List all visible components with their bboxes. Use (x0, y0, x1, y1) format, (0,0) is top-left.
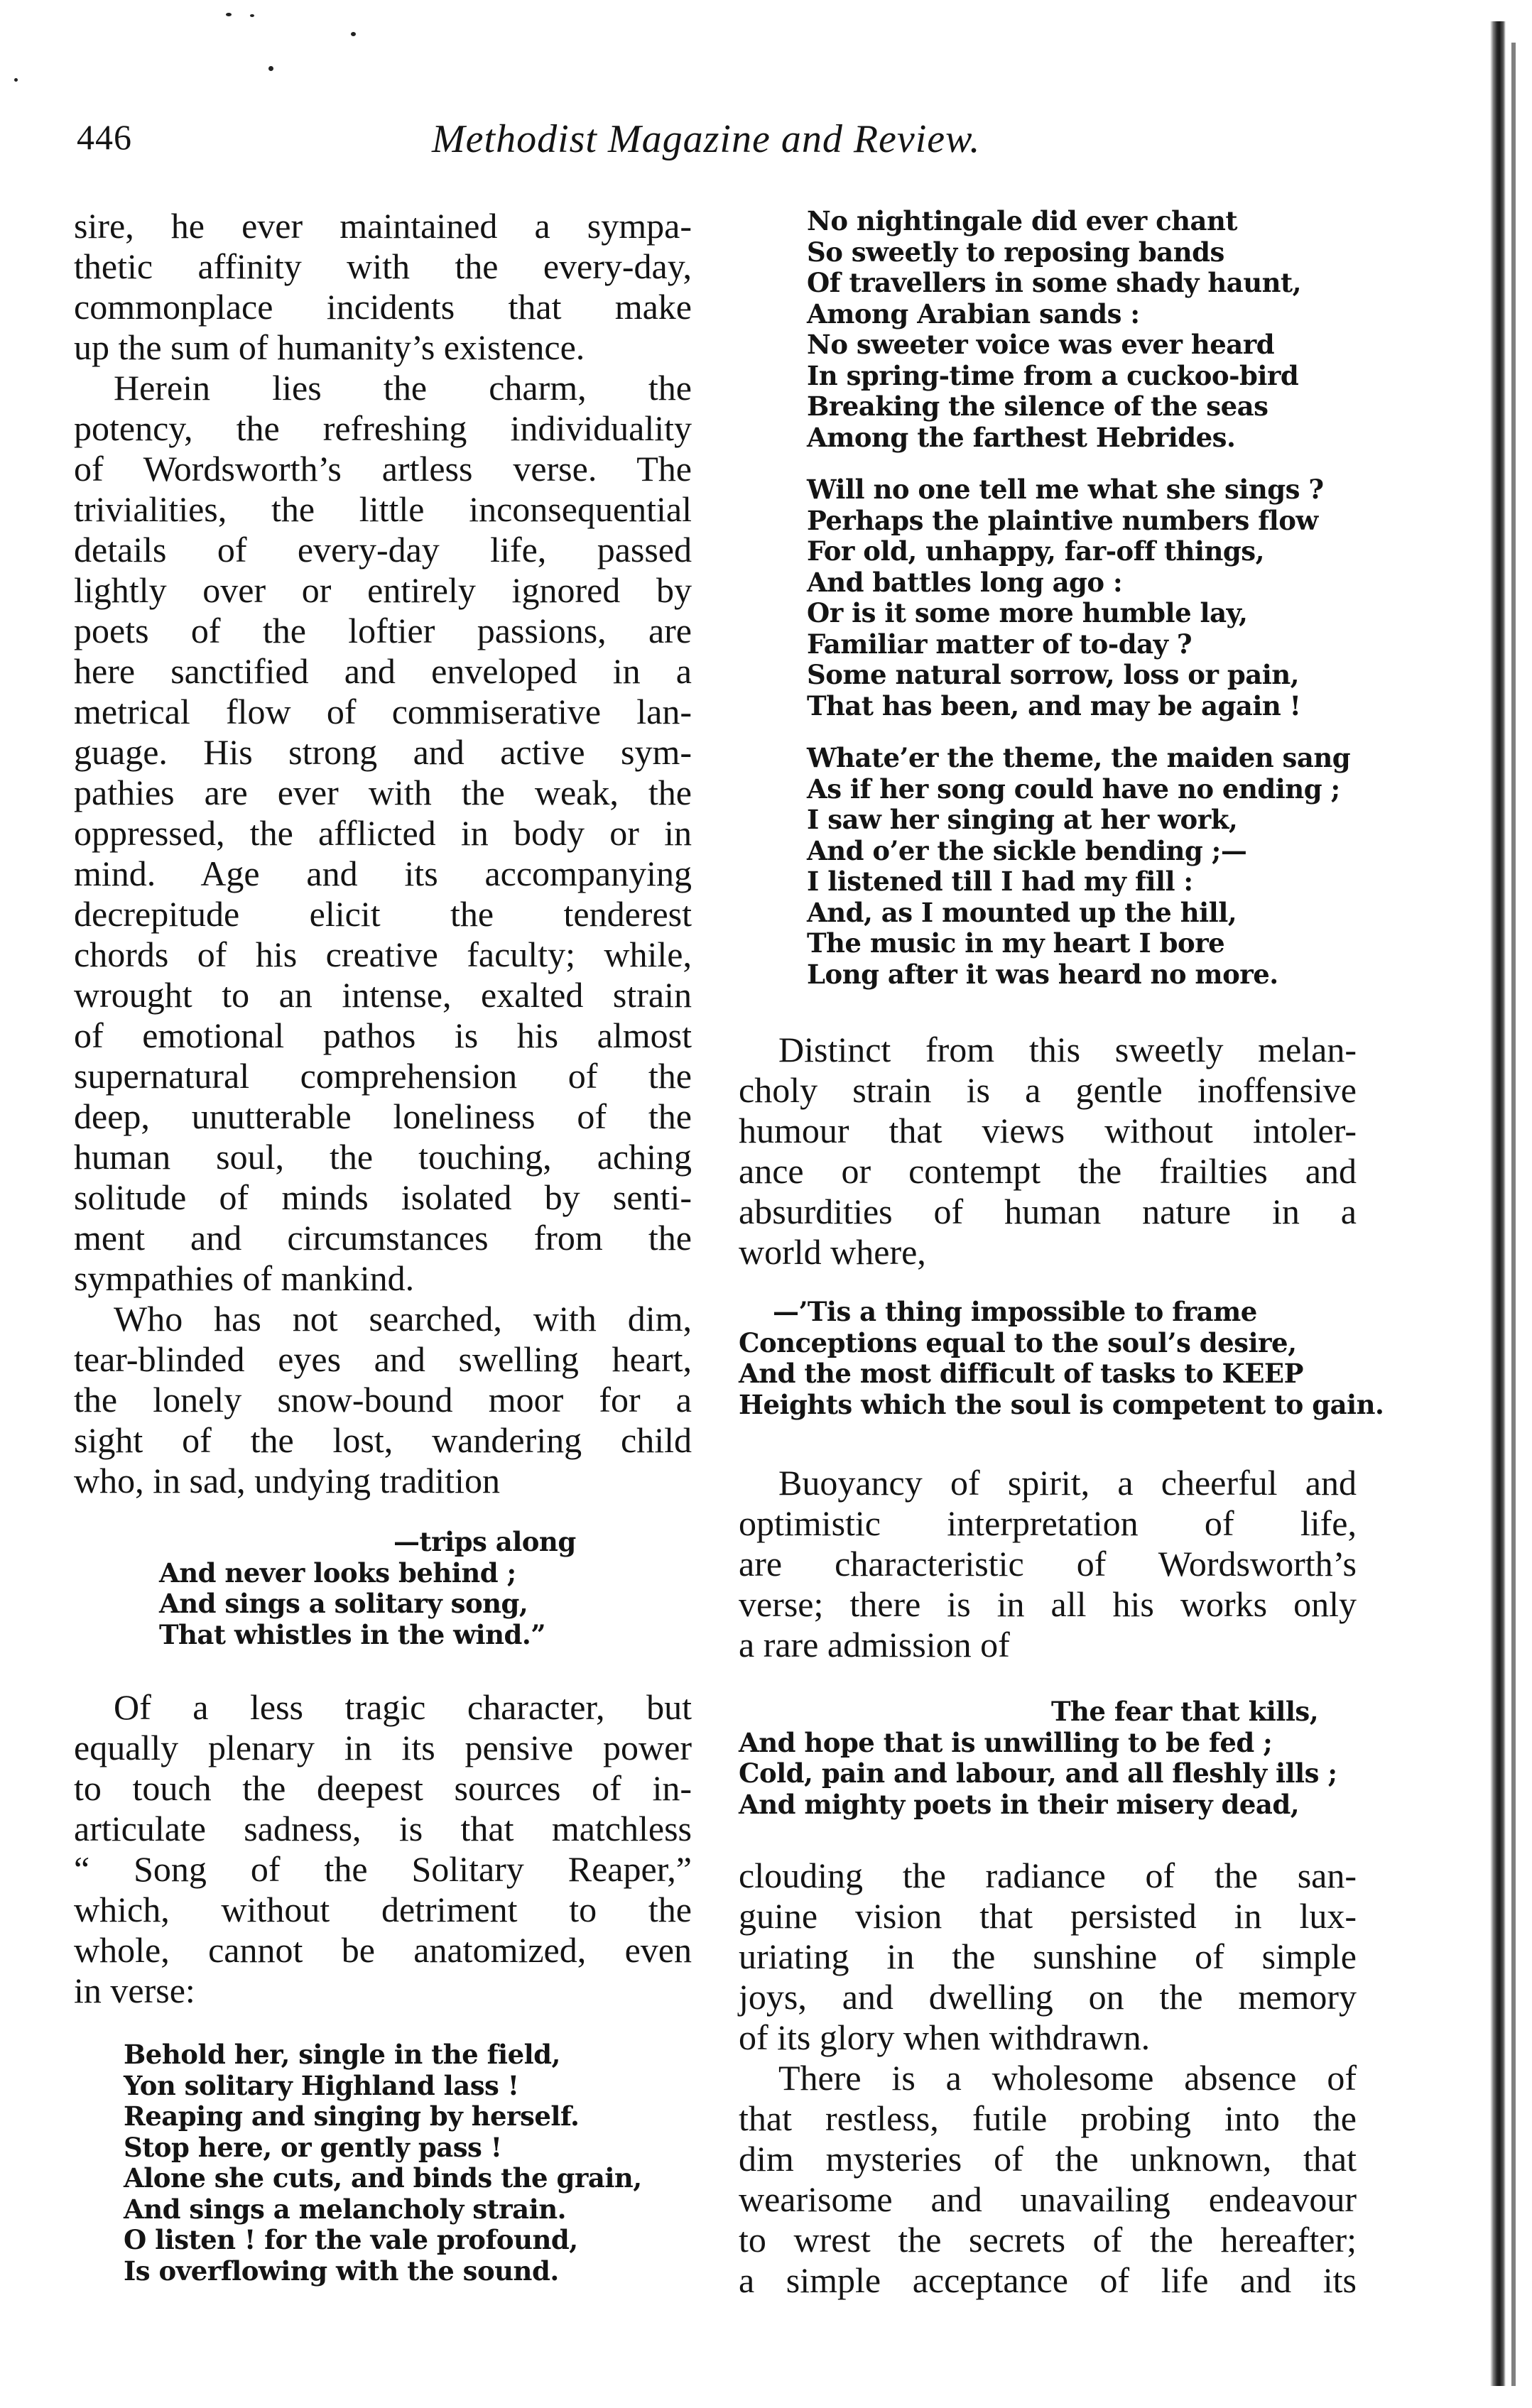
verse-line: O listen ! for the vale profound, (124, 2224, 578, 2255)
text-line: sympathies of mankind. (74, 1258, 415, 1298)
print-speck (268, 66, 273, 71)
paragraph-gentle-humour (739, 1030, 1357, 1273)
text-line: There is a wholesome absence of (778, 2058, 1357, 2098)
running-title: Methodist Magazine and Review. (432, 117, 981, 161)
verse-line: And the most difficult of tasks to KEEP (739, 1358, 1303, 1389)
verse-line: I listened till I had my fill : (807, 866, 1193, 897)
verse-line: Is overflowing with the sound. (124, 2255, 559, 2287)
text-line: guine vision that persisted in lux- (739, 1896, 1357, 1936)
text-line: solitude of minds isolated by senti- (74, 1177, 692, 1217)
text-line: metrical flow of commiserative lan- (74, 692, 692, 731)
quoted-verse-reaper-stanzas (807, 206, 1357, 990)
text-line: wrought to an intense, exalted strain (74, 975, 692, 1015)
verse-line: Stop here, or gently pass ! (124, 2131, 502, 2163)
text-line: equally plenary in its pensive power (74, 1728, 692, 1767)
verse-line: And hope that is unwilling to be fed ; (739, 1726, 1273, 1758)
verse-line: No sweeter voice was ever heard (807, 329, 1275, 360)
text-line: thetic affinity with the every-day, (74, 246, 692, 286)
verse-line: And sings a solitary song, (159, 1588, 528, 1619)
page-number: 446 (77, 117, 132, 157)
text-line: oppressed, the afflicted in body or in (74, 813, 692, 853)
page-binding-shadow (1511, 43, 1516, 2386)
text-line: world where, (739, 1232, 926, 1272)
right-column (739, 205, 1384, 2301)
text-line: Buoyancy of spirit, a cheerful and (778, 1463, 1357, 1503)
print-speck (250, 14, 254, 17)
quoted-verse-soul-desire (739, 1296, 1384, 1420)
print-speck (14, 78, 18, 82)
text-line: joys, and dwelling on the memory (739, 1977, 1357, 2017)
text-line: which, without detriment to the (74, 1890, 692, 1929)
verse-line: Reaping and singing by herself. (124, 2101, 580, 2132)
text-line: of emotional pathos is his almost (74, 1015, 692, 1055)
verse-line: Yon solitary Highland lass ! (124, 2069, 519, 2101)
text-line: verse; there is in all his works only (739, 1584, 1357, 1624)
verse-line: That whistles in the wind.” (159, 1618, 546, 1650)
text-line: poets of the loftier passions, are (74, 611, 692, 650)
text-line: Of a less tragic character, but (114, 1687, 692, 1727)
text-line: choly strain is a gentle inoffensive (739, 1070, 1357, 1110)
text-line: sight of the lost, wandering child (74, 1420, 692, 1460)
verse-line: Long after it was heard no more. (807, 958, 1278, 990)
text-line: to wrest the secrets of the hereafter; (739, 2220, 1357, 2260)
paragraph-lonely-moor (74, 1299, 692, 1501)
text-line: mind. Age and its accompanying (74, 854, 692, 893)
text-line: Who has not searched, with dim, (114, 1299, 692, 1339)
verse-line: —trips along (393, 1526, 576, 1557)
text-line: dim mysteries of the unknown, that (739, 2139, 1357, 2179)
text-line: whole, cannot be anatomized, even (74, 1930, 692, 1970)
text-line: absurdities of human nature in a (739, 1192, 1357, 1231)
quoted-verse-reaper-stanza-1 (124, 2039, 692, 2287)
verse-line: No nightingale did ever chant (807, 205, 1238, 236)
verse-line: So sweetly to reposing bands (807, 236, 1224, 268)
text-line: trivialities, the little inconsequential (74, 489, 692, 529)
verse-line: Conceptions equal to the soul’s desire, (739, 1326, 1297, 1358)
print-speck (351, 32, 356, 36)
left-column (74, 206, 692, 2287)
verse-line: Some natural sorrow, loss or pain, (807, 659, 1300, 690)
text-line: to touch the deepest sources of in- (74, 1768, 692, 1808)
paragraph-buoyancy (739, 1463, 1357, 1665)
verse-line: Familiar matter of to-day ? (807, 628, 1193, 660)
text-line: are characteristic of Wordsworth’s (739, 1544, 1357, 1584)
text-line: in verse: (74, 1971, 195, 2010)
verse-stanza (807, 474, 1357, 721)
text-line: “ Song of the Solitary Reaper,” (74, 1849, 692, 1889)
text-line: pathies are ever with the weak, the (74, 773, 692, 812)
page-binding-edge (1490, 21, 1506, 2386)
verse-line: Whate’er the theme, the maiden sang (807, 742, 1351, 773)
text-line: tear-blinded eyes and swelling heart, (74, 1339, 692, 1379)
verse-line: That has been, and may be again ! (807, 690, 1301, 721)
text-line: ment and circumstances from the (74, 1218, 692, 1258)
verse-line: Behold her, single in the field, (124, 2039, 560, 2070)
paragraph-continuation (74, 206, 692, 368)
text-line: uriating in the sunshine of simple (739, 1936, 1357, 1976)
paragraph-wholesome-absence (739, 2058, 1357, 2301)
quoted-verse-fear-that-kills (739, 1696, 1357, 1820)
text-line: details of every-day life, passed (74, 530, 692, 570)
verse-line: Heights which the soul is competent to gain. (739, 1388, 1384, 1420)
paragraph-clouding-radiance (739, 1856, 1357, 2058)
text-line: here sanctified and enveloped in a (74, 651, 692, 691)
text-line: of Wordsworth’s artless verse. The (74, 449, 692, 489)
text-line: the lonely snow-bound moor for a (74, 1380, 692, 1420)
verse-line: In spring-time from a cuckoo-bird (807, 359, 1299, 391)
print-speck (226, 13, 232, 16)
text-line: sire, he ever maintained a sympa- (74, 206, 692, 246)
text-line: chords of his creative faculty; while, (74, 935, 692, 974)
text-line: human soul, the touching, aching (74, 1137, 692, 1177)
verse-line: Or is it some more humble lay, (807, 597, 1248, 628)
verse-line: Cold, pain and labour, and all fleshly ills ; (739, 1758, 1337, 1789)
verse-line: Breaking the silence of the seas (807, 391, 1268, 422)
verse-line: Of travellers in some shady haunt, (807, 267, 1302, 298)
paragraph-solitary-reaper (74, 1687, 692, 2011)
page-header (77, 116, 1462, 173)
verse-line: And sings a melancholy strain. (124, 2193, 566, 2225)
verse-line: The music in my heart I bore (807, 927, 1225, 959)
text-line: up the sum of humanity’s existence. (74, 327, 585, 367)
verse-line: And, as I mounted up the hill, (807, 896, 1237, 928)
text-line: deep, unutterable loneliness of the (74, 1096, 692, 1136)
verse-line: As if her song could have no ending ; (807, 773, 1340, 805)
verse-line: I saw her singing at her work, (807, 804, 1238, 835)
text-line: a simple acceptance of life and its (739, 2260, 1357, 2300)
verse-line: Perhaps the plaintive numbers flow (807, 504, 1318, 536)
text-line: guage. His strong and active sym- (74, 732, 692, 772)
text-line: Distinct from this sweetly melan- (778, 1030, 1357, 1069)
verse-line: And mighty poets in their misery dead, (739, 1788, 1300, 1820)
text-line: supernatural comprehension of the (74, 1056, 692, 1096)
text-line: decrepitude elicit the tenderest (74, 894, 692, 934)
text-line: clouding the radiance of the san- (739, 1856, 1357, 1895)
text-line: articulate sadness, is that matchless (74, 1809, 692, 1848)
text-line: of its glory when withdrawn. (739, 2017, 1151, 2057)
verse-line: —’Tis a thing impossible to frame (773, 1296, 1257, 1327)
verse-line: Among Arabian sands : (807, 298, 1140, 329)
verse-line: For old, unhappy, far-off things, (807, 535, 1264, 567)
verse-line: The fear that kills, (1051, 1696, 1319, 1727)
text-line: potency, the refreshing individuality (74, 408, 692, 448)
text-line: optimistic interpretation of life, (739, 1503, 1357, 1543)
text-line: a rare admission of (739, 1625, 1010, 1665)
verse-line: And battles long ago : (807, 566, 1123, 598)
verse-stanza (807, 206, 1357, 453)
text-line: wearisome and unavailing endeavour (739, 2179, 1357, 2219)
verse-line: Alone she cuts, and binds the grain, (124, 2162, 642, 2194)
verse-line: And o’er the sickle bending ;— (807, 834, 1247, 866)
quoted-verse-lucy-gray (159, 1527, 692, 1650)
verse-line: Will no one tell me what she sings ? (807, 474, 1324, 505)
text-line: humour that views without intoler- (739, 1111, 1357, 1150)
text-line: lightly over or entirely ignored by (74, 570, 692, 610)
text-line: commonplace incidents that make (74, 287, 692, 327)
text-line: ance or contempt the frailties and (739, 1151, 1357, 1191)
verse-line: Among the farthest Hebrides. (807, 421, 1236, 453)
paragraph-charm (74, 368, 692, 1299)
text-line: Herein lies the charm, the (114, 368, 692, 408)
verse-line: And never looks behind ; (159, 1557, 516, 1589)
text-line: that restless, futile probing into the (739, 2098, 1357, 2138)
verse-stanza (807, 743, 1357, 990)
text-line: who, in sad, undying tradition (74, 1461, 500, 1500)
